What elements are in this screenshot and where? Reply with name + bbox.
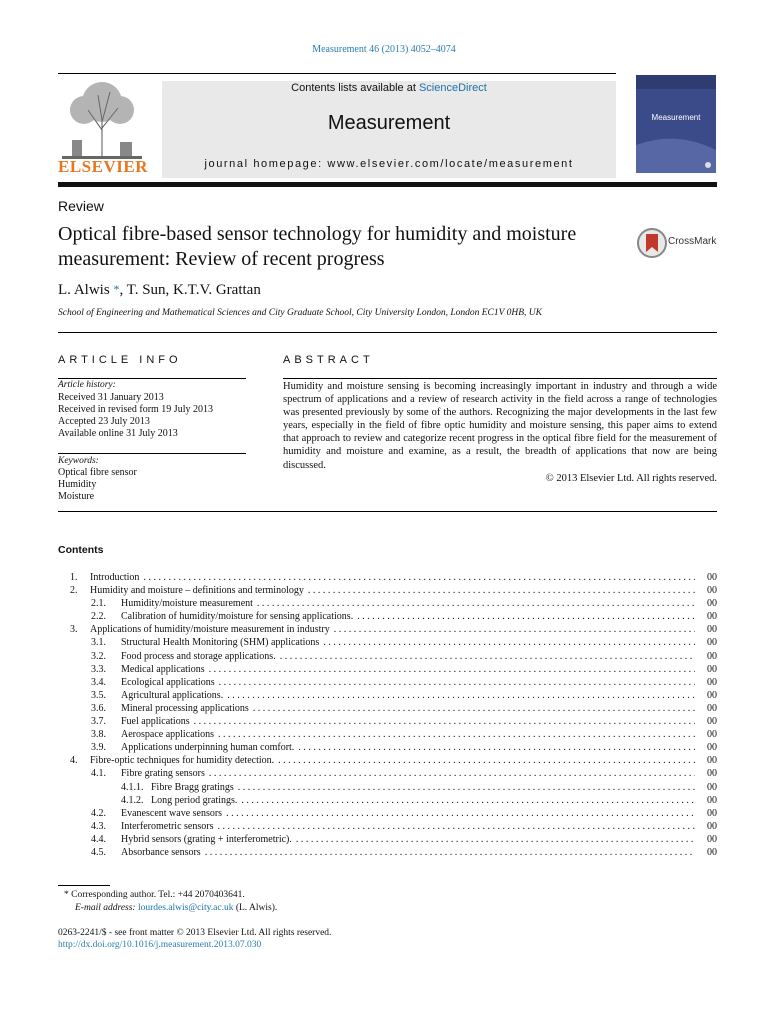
toc-number: 3.4. xyxy=(91,676,106,688)
toc-title[interactable]: Humidity/moisture measurement xyxy=(121,598,253,610)
toc-row[interactable] xyxy=(58,781,717,794)
toc-title[interactable]: Structural Health Monitoring (SHM) applications xyxy=(121,637,320,649)
toc-number: 4. xyxy=(70,755,78,767)
toc-title[interactable]: Hybrid sensors (grating + interferometric). xyxy=(121,833,292,845)
toc-title[interactable]: Interferometric sensors xyxy=(121,820,214,832)
contents-prefix: Contents lists available at xyxy=(291,82,419,94)
toc-row[interactable] xyxy=(58,597,717,610)
toc-number: 2. xyxy=(70,585,78,597)
toc-page-number: 00 xyxy=(707,807,717,819)
toc-leader-dots xyxy=(226,807,695,820)
toc-leader-dots xyxy=(227,689,695,702)
toc-leader-dots xyxy=(241,794,695,807)
article-info-rule xyxy=(58,378,246,379)
toc-number: 4.2. xyxy=(91,807,106,819)
toc-title[interactable]: Long period gratings. xyxy=(151,794,238,806)
toc-row[interactable] xyxy=(58,610,717,623)
issn-line: 0263-2241/$ - see front matter © 2013 Elsevier Ltd. All rights reserved. xyxy=(58,928,332,938)
toc-leader-dots xyxy=(205,846,695,859)
toc-row[interactable] xyxy=(58,636,717,649)
toc-leader-dots xyxy=(334,623,695,636)
toc-number: 4.5. xyxy=(91,846,106,858)
contents-available-line xyxy=(162,82,616,94)
author-list xyxy=(58,282,261,299)
toc-leader-dots xyxy=(298,741,695,754)
contents-heading: Contents xyxy=(58,544,104,556)
toc-leader-dots xyxy=(143,571,695,584)
table-of-contents xyxy=(58,571,717,859)
toc-row[interactable] xyxy=(58,702,717,715)
crossmark-badge[interactable] xyxy=(636,227,720,259)
toc-title[interactable]: Applications underpinning human comfort. xyxy=(121,742,295,754)
toc-title[interactable]: Applications of humidity/moisture measurement in industry xyxy=(90,624,330,636)
toc-title[interactable]: Mineral processing applications xyxy=(121,702,249,714)
toc-row[interactable] xyxy=(58,650,717,663)
toc-page-number: 00 xyxy=(707,611,717,623)
toc-number: 4.1. xyxy=(91,768,106,780)
history-accepted: Accepted 23 July 2013 xyxy=(58,416,150,427)
toc-number: 4.3. xyxy=(91,820,106,832)
toc-page-number: 00 xyxy=(707,676,717,688)
toc-leader-dots xyxy=(357,610,695,623)
toc-number: 3. xyxy=(70,624,78,636)
journal-citation[interactable]: Measurement 46 (2013) 4052–4074 xyxy=(312,44,456,55)
toc-leader-dots xyxy=(238,781,695,794)
toc-title[interactable]: Fibre Bragg gratings xyxy=(151,781,234,793)
toc-leader-dots xyxy=(296,833,695,846)
toc-leader-dots xyxy=(219,676,695,689)
toc-row[interactable] xyxy=(58,571,717,584)
toc-title[interactable]: Food process and storage applications. xyxy=(121,650,276,662)
toc-title[interactable]: Evanescent wave sensors xyxy=(121,807,223,819)
cover-title: Measurement xyxy=(651,113,701,122)
toc-number: 1. xyxy=(70,572,78,583)
toc-leader-dots xyxy=(209,663,695,676)
toc-leader-dots xyxy=(278,754,695,767)
toc-number: 4.4. xyxy=(91,833,106,845)
toc-page-number: 00 xyxy=(707,768,717,780)
toc-page-number: 00 xyxy=(707,729,717,741)
email-link[interactable]: lourdes.alwis@city.ac.uk xyxy=(137,903,234,913)
keyword: Optical fibre sensor xyxy=(58,467,137,478)
keyword: Moisture xyxy=(58,491,95,502)
toc-page-number: 00 xyxy=(707,637,717,649)
toc-row[interactable] xyxy=(58,807,717,820)
toc-number: 2.1. xyxy=(91,598,106,610)
abstract-text: Humidity and moisture sensing is becoming increasingly important in industry and through a wide spectrum of applications and a review of research activity in the field across a range of technologies was presented previously by some of the authors. Recognizing the major developments in the last few years, especially in the field of fibre optic humidity and moisture sensing, this paper aims to extend that approach to review and categorize recent progress in the optical fibre field for the measurement of humidity and moisture and examine, as a result, the breadth of applications that now are being discussed. xyxy=(283,381,717,471)
toc-page-number: 00 xyxy=(707,781,717,793)
toc-leader-dots xyxy=(217,820,695,833)
toc-title[interactable]: Medical applications xyxy=(121,663,205,675)
email-label: E-mail address: xyxy=(75,903,138,913)
journal-cover-thumbnail xyxy=(636,75,716,173)
toc-title[interactable]: Aerospace applications xyxy=(121,729,215,741)
toc-row[interactable] xyxy=(58,794,717,807)
article-info-heading: ARTICLE INFO xyxy=(58,354,182,366)
toc-number: 4.1.1. xyxy=(121,781,144,793)
toc-row[interactable] xyxy=(58,689,717,702)
toc-number: 3.9. xyxy=(91,742,106,754)
toc-row[interactable] xyxy=(58,767,717,780)
crossmark-icon xyxy=(636,227,668,259)
toc-title[interactable]: Fuel applications xyxy=(121,716,190,728)
toc-title[interactable]: Fibre grating sensors xyxy=(121,768,205,780)
toc-row[interactable] xyxy=(58,663,717,676)
toc-title[interactable]: Fibre-optic techniques for humidity detection. xyxy=(90,755,275,767)
toc-row[interactable] xyxy=(58,741,717,754)
affiliation: School of Engineering and Mathematical Sciences and City Graduate School, City University London, London EC1V 0HB, UK xyxy=(58,308,543,318)
toc-leader-dots xyxy=(253,702,695,715)
toc-page-number: 00 xyxy=(707,689,717,701)
email-suffix: (L. Alwis). xyxy=(233,903,278,913)
article-title: Optical fibre-based sensor technology for humidity and moisture measurement: Review of recent progress xyxy=(58,223,577,270)
toc-page-number: 00 xyxy=(707,820,717,832)
header-thick-rule xyxy=(58,182,717,187)
toc-number: 3.2. xyxy=(91,650,106,662)
toc-number: 4.1.2. xyxy=(121,794,144,806)
toc-page-number: 00 xyxy=(707,650,717,662)
abstract-rule xyxy=(283,378,717,379)
toc-title[interactable]: Calibration of humidity/moisture for sensing applications. xyxy=(121,611,354,623)
toc-page-number: 00 xyxy=(707,585,717,597)
history-revised: Received in revised form 19 July 2013 xyxy=(58,404,213,415)
toc-leader-dots xyxy=(308,584,695,597)
keywords-label: Keywords: xyxy=(58,456,99,466)
keywords-rule xyxy=(58,453,246,454)
abstract-copyright: © 2013 Elsevier Ltd. All rights reserved. xyxy=(545,473,717,484)
journal-title: Measurement xyxy=(327,112,451,134)
toc-row[interactable] xyxy=(58,754,717,767)
toc-title[interactable]: Ecological applications xyxy=(121,676,215,688)
doi-link[interactable]: http://dx.doi.org/10.1016/j.measurement.2013.07.030 xyxy=(58,940,262,950)
toc-number: 3.8. xyxy=(91,729,106,741)
toc-title[interactable]: Absorbance sensors xyxy=(121,846,201,858)
history-list xyxy=(58,392,213,440)
footnote-rule xyxy=(58,885,110,886)
toc-row[interactable] xyxy=(58,623,717,636)
toc-leader-dots xyxy=(218,728,695,741)
history-label: Article history: xyxy=(58,380,116,390)
toc-number: 2.2. xyxy=(91,611,106,623)
toc-page-number: 00 xyxy=(707,702,717,714)
toc-title[interactable]: Agricultural applications. xyxy=(121,689,224,701)
toc-page-number: 00 xyxy=(707,742,717,754)
publisher-wordmark: ELSEVIER xyxy=(58,157,148,176)
toc-row[interactable] xyxy=(58,820,717,833)
history-received: Received 31 January 2013 xyxy=(58,392,164,403)
toc-leader-dots xyxy=(323,636,695,649)
sciencedirect-link[interactable]: ScienceDirect xyxy=(418,82,487,94)
toc-number: 3.3. xyxy=(91,663,106,675)
toc-leader-dots xyxy=(280,650,695,663)
author-alwis[interactable]: L. Alwis xyxy=(58,282,110,298)
email-note xyxy=(75,903,277,913)
corresponding-author-mark[interactable]: * xyxy=(113,282,120,296)
toc-title[interactable]: Humidity and moisture – definitions and terminology xyxy=(90,585,304,597)
toc-page-number: 00 xyxy=(707,572,717,583)
toc-row[interactable] xyxy=(58,584,717,597)
toc-row[interactable] xyxy=(58,715,717,728)
toc-row[interactable] xyxy=(58,676,717,689)
toc-page-number: 00 xyxy=(707,598,717,610)
toc-leader-dots xyxy=(257,597,695,610)
toc-title[interactable]: Introduction xyxy=(90,572,140,583)
toc-number: 3.5. xyxy=(91,689,106,701)
title-rule xyxy=(58,332,717,333)
authors-rest: , T. Sun, K.T.V. Grattan xyxy=(119,282,261,298)
section-label: Review xyxy=(58,198,104,214)
toc-page-number: 00 xyxy=(707,624,717,636)
toc-page-number: 00 xyxy=(707,755,717,767)
toc-leader-dots xyxy=(209,767,695,780)
toc-page-number: 00 xyxy=(707,833,717,845)
toc-number: 3.7. xyxy=(91,716,106,728)
toc-row[interactable] xyxy=(58,846,717,859)
abstract-heading: ABSTRACT xyxy=(283,354,374,366)
toc-row[interactable] xyxy=(58,833,717,846)
journal-homepage[interactable]: journal homepage: www.elsevier.com/locate/measurement xyxy=(204,158,574,170)
toc-page-number: 00 xyxy=(707,716,717,728)
keyword: Humidity xyxy=(58,479,97,490)
toc-page-number: 00 xyxy=(707,794,717,806)
corresponding-author-note: * Corresponding author. Tel.: +44 2070403641. xyxy=(64,890,245,900)
toc-leader-dots xyxy=(194,715,695,728)
header-rule xyxy=(58,73,616,74)
abstract-bottom-rule xyxy=(58,511,717,512)
crossmark-label: CrossMark xyxy=(668,236,717,247)
toc-page-number: 00 xyxy=(707,663,717,675)
toc-number: 3.1. xyxy=(91,637,106,649)
toc-page-number: 00 xyxy=(707,846,717,858)
toc-row[interactable] xyxy=(58,728,717,741)
toc-number: 3.6. xyxy=(91,702,106,714)
history-online: Available online 31 July 2013 xyxy=(58,428,178,439)
keywords-list xyxy=(58,467,137,503)
